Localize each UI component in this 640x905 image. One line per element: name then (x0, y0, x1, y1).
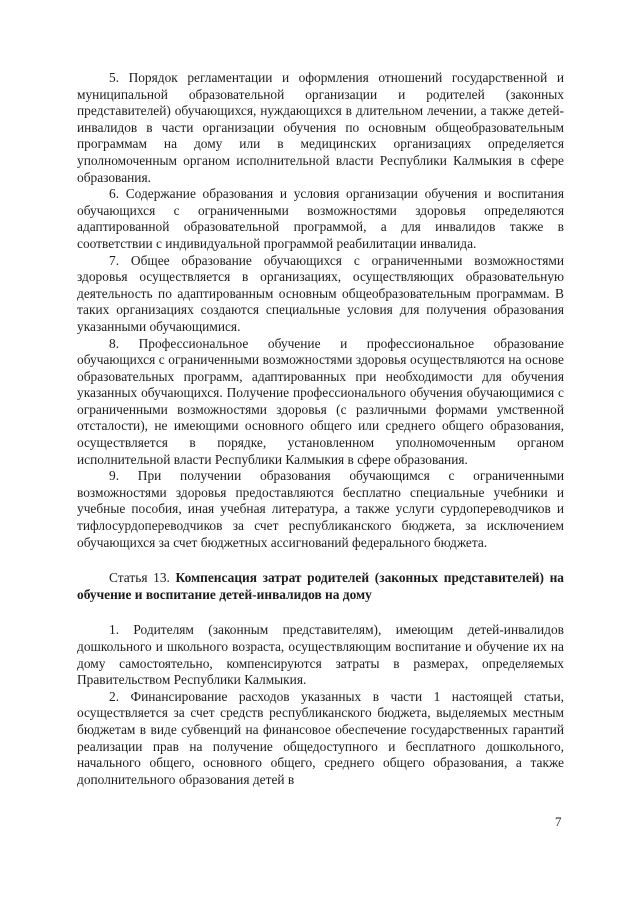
spacer (77, 551, 564, 570)
article-paragraph-1: 1. Родителям (законным представителям), имеющим детей-инвалидов дошкольного и школьного возраста, осуществляющим воспитание и обучение их на дому самостоятельно, компенсируются затраты в размерах, определяемых Правительством Республики Калмыкия. (77, 622, 564, 688)
article-paragraph-2: 2. Финансирование расходов указанных в части 1 настоящей статьи, осуществляется за счет средств республиканского бюджета, выделяемых местным бюджетам в виде субвенций на финансовое обеспечение государственных гарантий реализации прав на получение общедоступного и бесплатного дошкольного, начального общего, основного общего, среднего общего образования, а также дополнительного образования детей в (77, 688, 564, 787)
page-content (77, 70, 564, 788)
paragraph-5: 5. Порядок регламентации и оформления отношений государственной и муниципальной образовательной организации и родителей (законных представителей) обучающихся, нуждающихся в длительном лечении, а также детей-инвалидов в части организации обучения по основным общеобразовательным программам на дому или в медицинских организациях определяется уполномоченным органом исполнительной власти Республики Калмыкия в сфере образования. (77, 70, 564, 185)
paragraph-9: 9. При получении образования обучающимся с ограниченными возможностями здоровья предоставляются бесплатно специальные учебники и учебные пособия, иная учебная литература, а также услуги сурдопереводчиков и тифлосурдопереводчиков за счет республиканского бюджета, за исключением обучающихся за счет бюджетных ассигнований федерального бюджета. (77, 468, 564, 550)
page-number: 7 (555, 814, 562, 829)
article-heading (77, 570, 564, 603)
paragraph-7: 7. Общее образование обучающихся с ограниченными возможностями здоровья осуществляется в организациях, осуществляющих образовательную деятельность по адаптированным основным общеобразовательным программам. В таких организациях создаются специальные условия для получения образования указанными обучающимися. (77, 252, 564, 334)
paragraph-6: 6. Содержание образования и условия организации обучения и воспитания обучающихся с ограниченными возможностями здоровья определяются адаптированной образовательной программой, а для инвалидов также в соответствии с индивидуальной программой реабилитации инвалида. (77, 186, 564, 251)
spacer (77, 603, 564, 622)
paragraph-8: 8. Профессиональное обучение и профессиональное образование обучающихся с ограниченными возможностями здоровья осуществляются на основе образовательных программ, адаптированных при необходимости для обучения указанных обучающихся. Получение профессионального обучения обучающимися с ограниченными возможностями здоровья (с различными формами умственной отсталости), не имеющими основного общего или среднего общего образования, осуществляется в порядке, установленном уполномоченным органом исполнительной власти Республики Калмыкия в сфере образования. (77, 335, 564, 467)
article-prefix: Статья 13. (109, 570, 176, 586)
article-title: Компенсация затрат родителей (законных представителей) на обучение и воспитание детей-инвалидов на дому (77, 570, 565, 602)
